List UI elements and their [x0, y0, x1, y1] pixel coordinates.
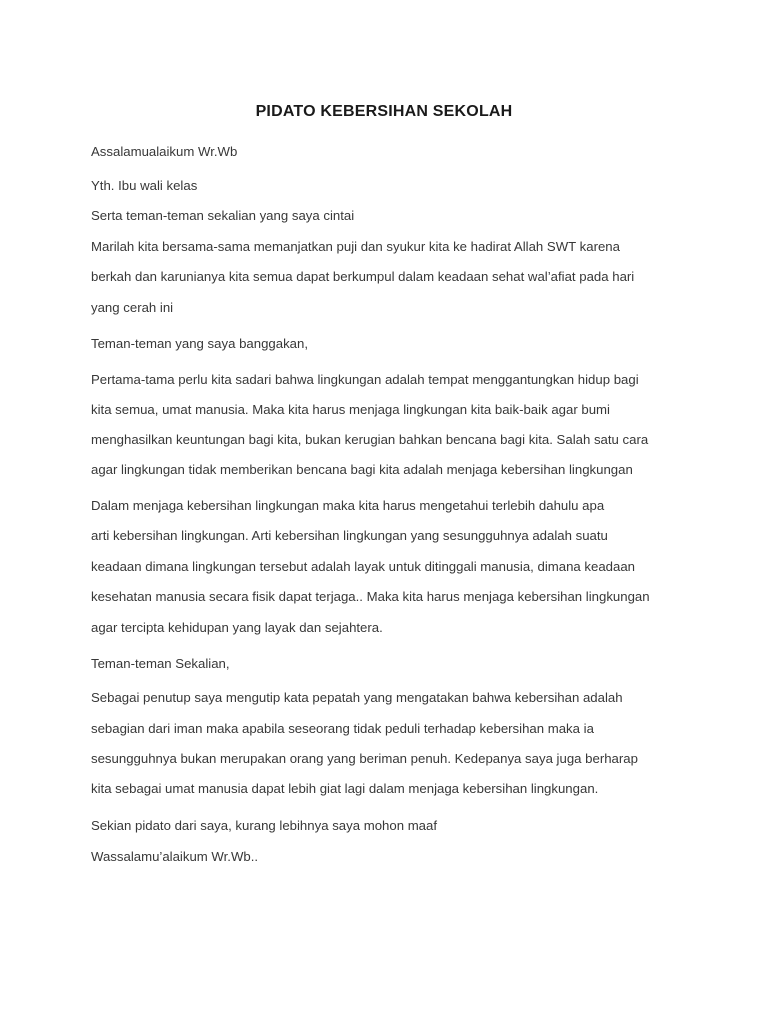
text-line: keadaan dimana lingkungan tersebut adalah layak untuk ditinggali manusia, dimana keadaan [91, 559, 635, 574]
text-line: Marilah kita bersama-sama memanjatkan puji dan syukur kita ke hadirat Allah SWT karena [91, 239, 620, 254]
text-line: kesehatan manusia secara fisik dapat terjaga.. Maka kita harus menjaga kebersihan lingkungan [91, 589, 650, 604]
text-line: Sebagai penutup saya mengutip kata pepatah yang mengatakan bahwa kebersihan adalah [91, 690, 623, 705]
text-line: Wassalamu’alaikum Wr.Wb.. [91, 849, 259, 864]
text-line: kita semua, umat manusia. Maka kita harus menjaga lingkungan kita baik-baik agar bumi [91, 402, 610, 417]
text-line: sesungguhnya bukan merupakan orang yang beriman penuh. Kedepanya saya juga berharap [91, 751, 638, 766]
text-line: Assalamualaikum Wr.Wb [91, 144, 238, 159]
text-line: yang cerah ini [91, 300, 174, 315]
text-line: arti kebersihan lingkungan. Arti kebersihan lingkungan yang sesungguhnya adalah suatu [91, 528, 608, 543]
text-line: Sekian pidato dari saya, kurang lebihnya saya mohon maaf [91, 818, 438, 833]
text-line: Dalam menjaga kebersihan lingkungan maka kita harus mengetahui terlebih dahulu apa [91, 498, 605, 513]
text-line: kita sebagai umat manusia dapat lebih giat lagi dalam menjaga kebersihan lingkungan. [91, 781, 599, 796]
text-line: sebagian dari iman maka apabila seseorang tidak peduli terhadap kebersihan maka ia [91, 721, 594, 736]
text-line: Serta teman-teman sekalian yang saya cintai [91, 208, 355, 223]
text-line: Pertama-tama perlu kita sadari bahwa lingkungan adalah tempat menggantungkan hidup bagi [91, 372, 639, 387]
text-line: agar tercipta kehidupan yang layak dan sejahtera. [91, 620, 383, 635]
text-line: agar lingkungan tidak memberikan bencana bagi kita adalah menjaga kebersihan lingkungan [91, 462, 633, 477]
text-line: Yth. Ibu wali kelas [91, 178, 198, 193]
text-line: berkah dan karunianya kita semua dapat berkumpul dalam keadaan sehat wal’afiat pada hari [91, 269, 635, 284]
text-line: Teman-teman Sekalian, [91, 656, 230, 671]
text-line: menghasilkan keuntungan bagi kita, bukan kerugian bahkan bencana bagi kita. Salah satu cara [91, 432, 649, 447]
text-line: Teman-teman yang saya banggakan, [91, 336, 308, 351]
document-title: PIDATO KEBERSIHAN SEKOLAH [255, 103, 513, 120]
